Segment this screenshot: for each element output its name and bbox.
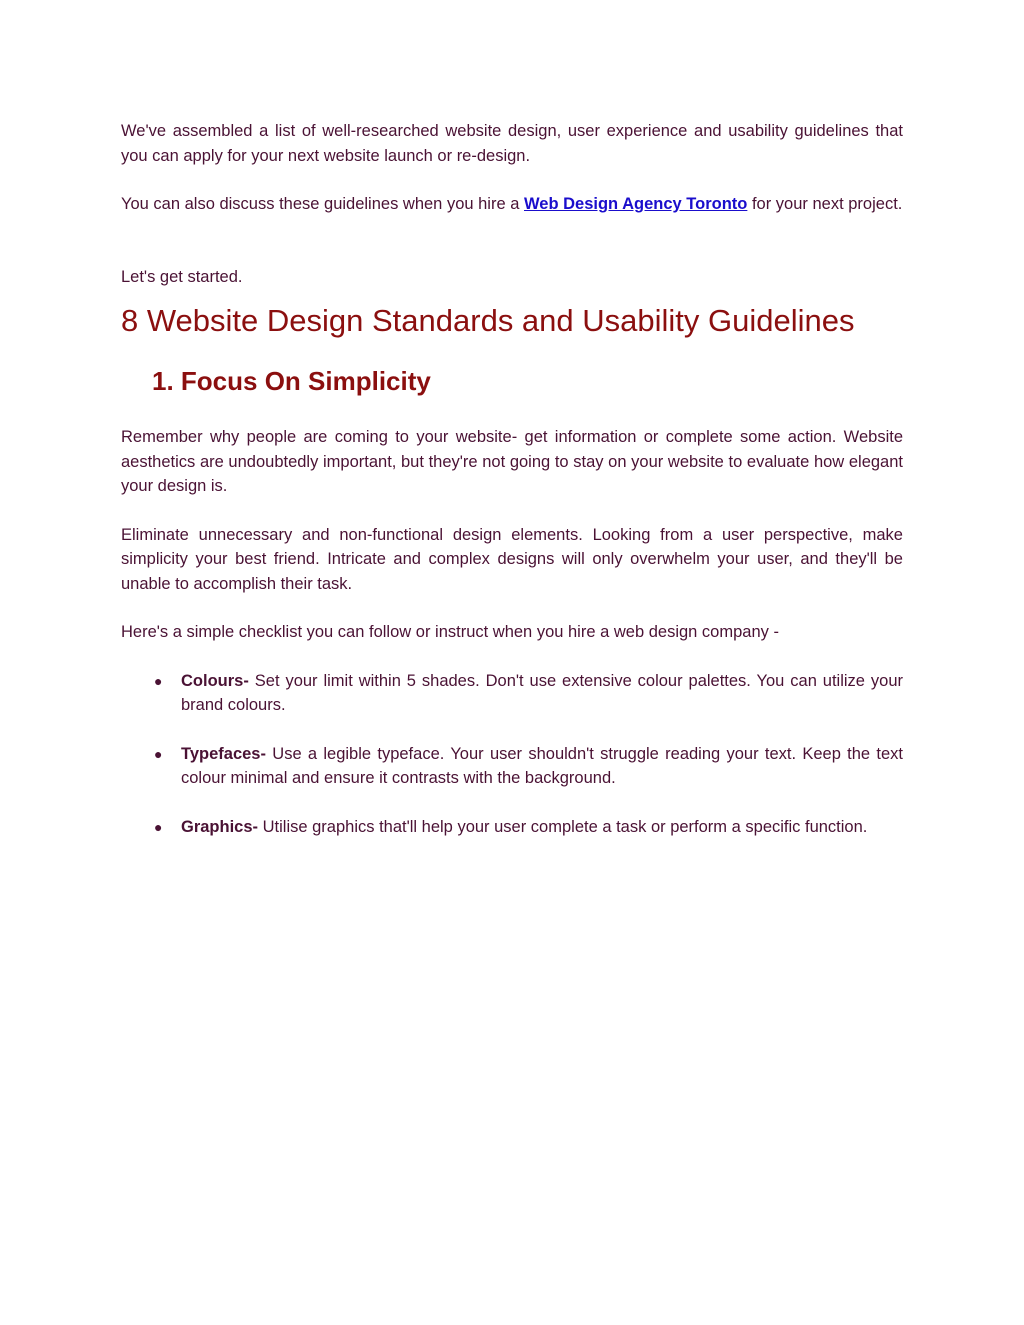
spacer bbox=[121, 645, 903, 669]
document-page bbox=[121, 119, 903, 863]
agency-text-before: You can also discuss these guidelines when you hire a bbox=[121, 195, 524, 213]
agency-paragraph bbox=[121, 192, 903, 217]
list-item-text: Use a legible typeface. Your user shouldn't struggle reading your text. Keep the text colour minimal and ensure it contrasts with the background. bbox=[181, 744, 903, 787]
spacer bbox=[121, 168, 903, 192]
list-item-colours bbox=[121, 669, 903, 718]
bullet-icon: ● bbox=[154, 745, 163, 762]
bullet-icon: ● bbox=[154, 672, 163, 689]
list-item-term: Graphics- bbox=[181, 817, 259, 836]
list-item-term: Typefaces- bbox=[181, 744, 266, 763]
simplicity-paragraph-1: Remember why people are coming to your website- get information or complete some action. Website aesthetics are undoubtedly important, but they're not going to stay on your website to evaluate how elegant your design is. bbox=[121, 428, 903, 495]
lets-get-started-paragraph: Let's get started. bbox=[121, 267, 243, 286]
agency-text-after: for your next project. bbox=[747, 195, 903, 213]
list-item-typefaces bbox=[121, 742, 903, 791]
list-item-text: Set your limit within 5 shades. Don't use extensive colour palettes. You can utilize your brand colours. bbox=[181, 671, 903, 714]
bullet-icon: ● bbox=[154, 818, 163, 835]
spacer bbox=[121, 596, 903, 620]
intro-paragraph: We've assembled a list of well-researched website design, user experience and usability guidelines that you can apply for your next website launch or re-design. bbox=[121, 122, 903, 165]
spacer bbox=[121, 398, 903, 425]
page-title: 8 Website Design Standards and Usability Guidelines bbox=[121, 303, 855, 338]
list-item-text: Utilise graphics that'll help your user complete a task or perform a specific function. bbox=[258, 817, 868, 836]
spacer bbox=[121, 499, 903, 523]
spacer bbox=[121, 217, 903, 265]
simplicity-paragraph-2: Eliminate unnecessary and non-functional design elements. Looking from a user perspective, make simplicity your best friend. Intricate and complex designs will only overwhelm your user, and they'll be unable to accomplish their task. bbox=[121, 525, 903, 593]
design-checklist bbox=[121, 669, 903, 840]
checklist-intro-paragraph: Here's a simple checklist you can follow or instruct when you hire a web design company - bbox=[121, 623, 779, 641]
section-heading-focus-on-simplicity: 1. Focus On Simplicity bbox=[152, 366, 431, 396]
web-design-agency-link[interactable]: Web Design Agency Toronto bbox=[524, 195, 748, 213]
list-item-graphics bbox=[121, 815, 903, 840]
list-item-term: Colours- bbox=[181, 671, 249, 690]
